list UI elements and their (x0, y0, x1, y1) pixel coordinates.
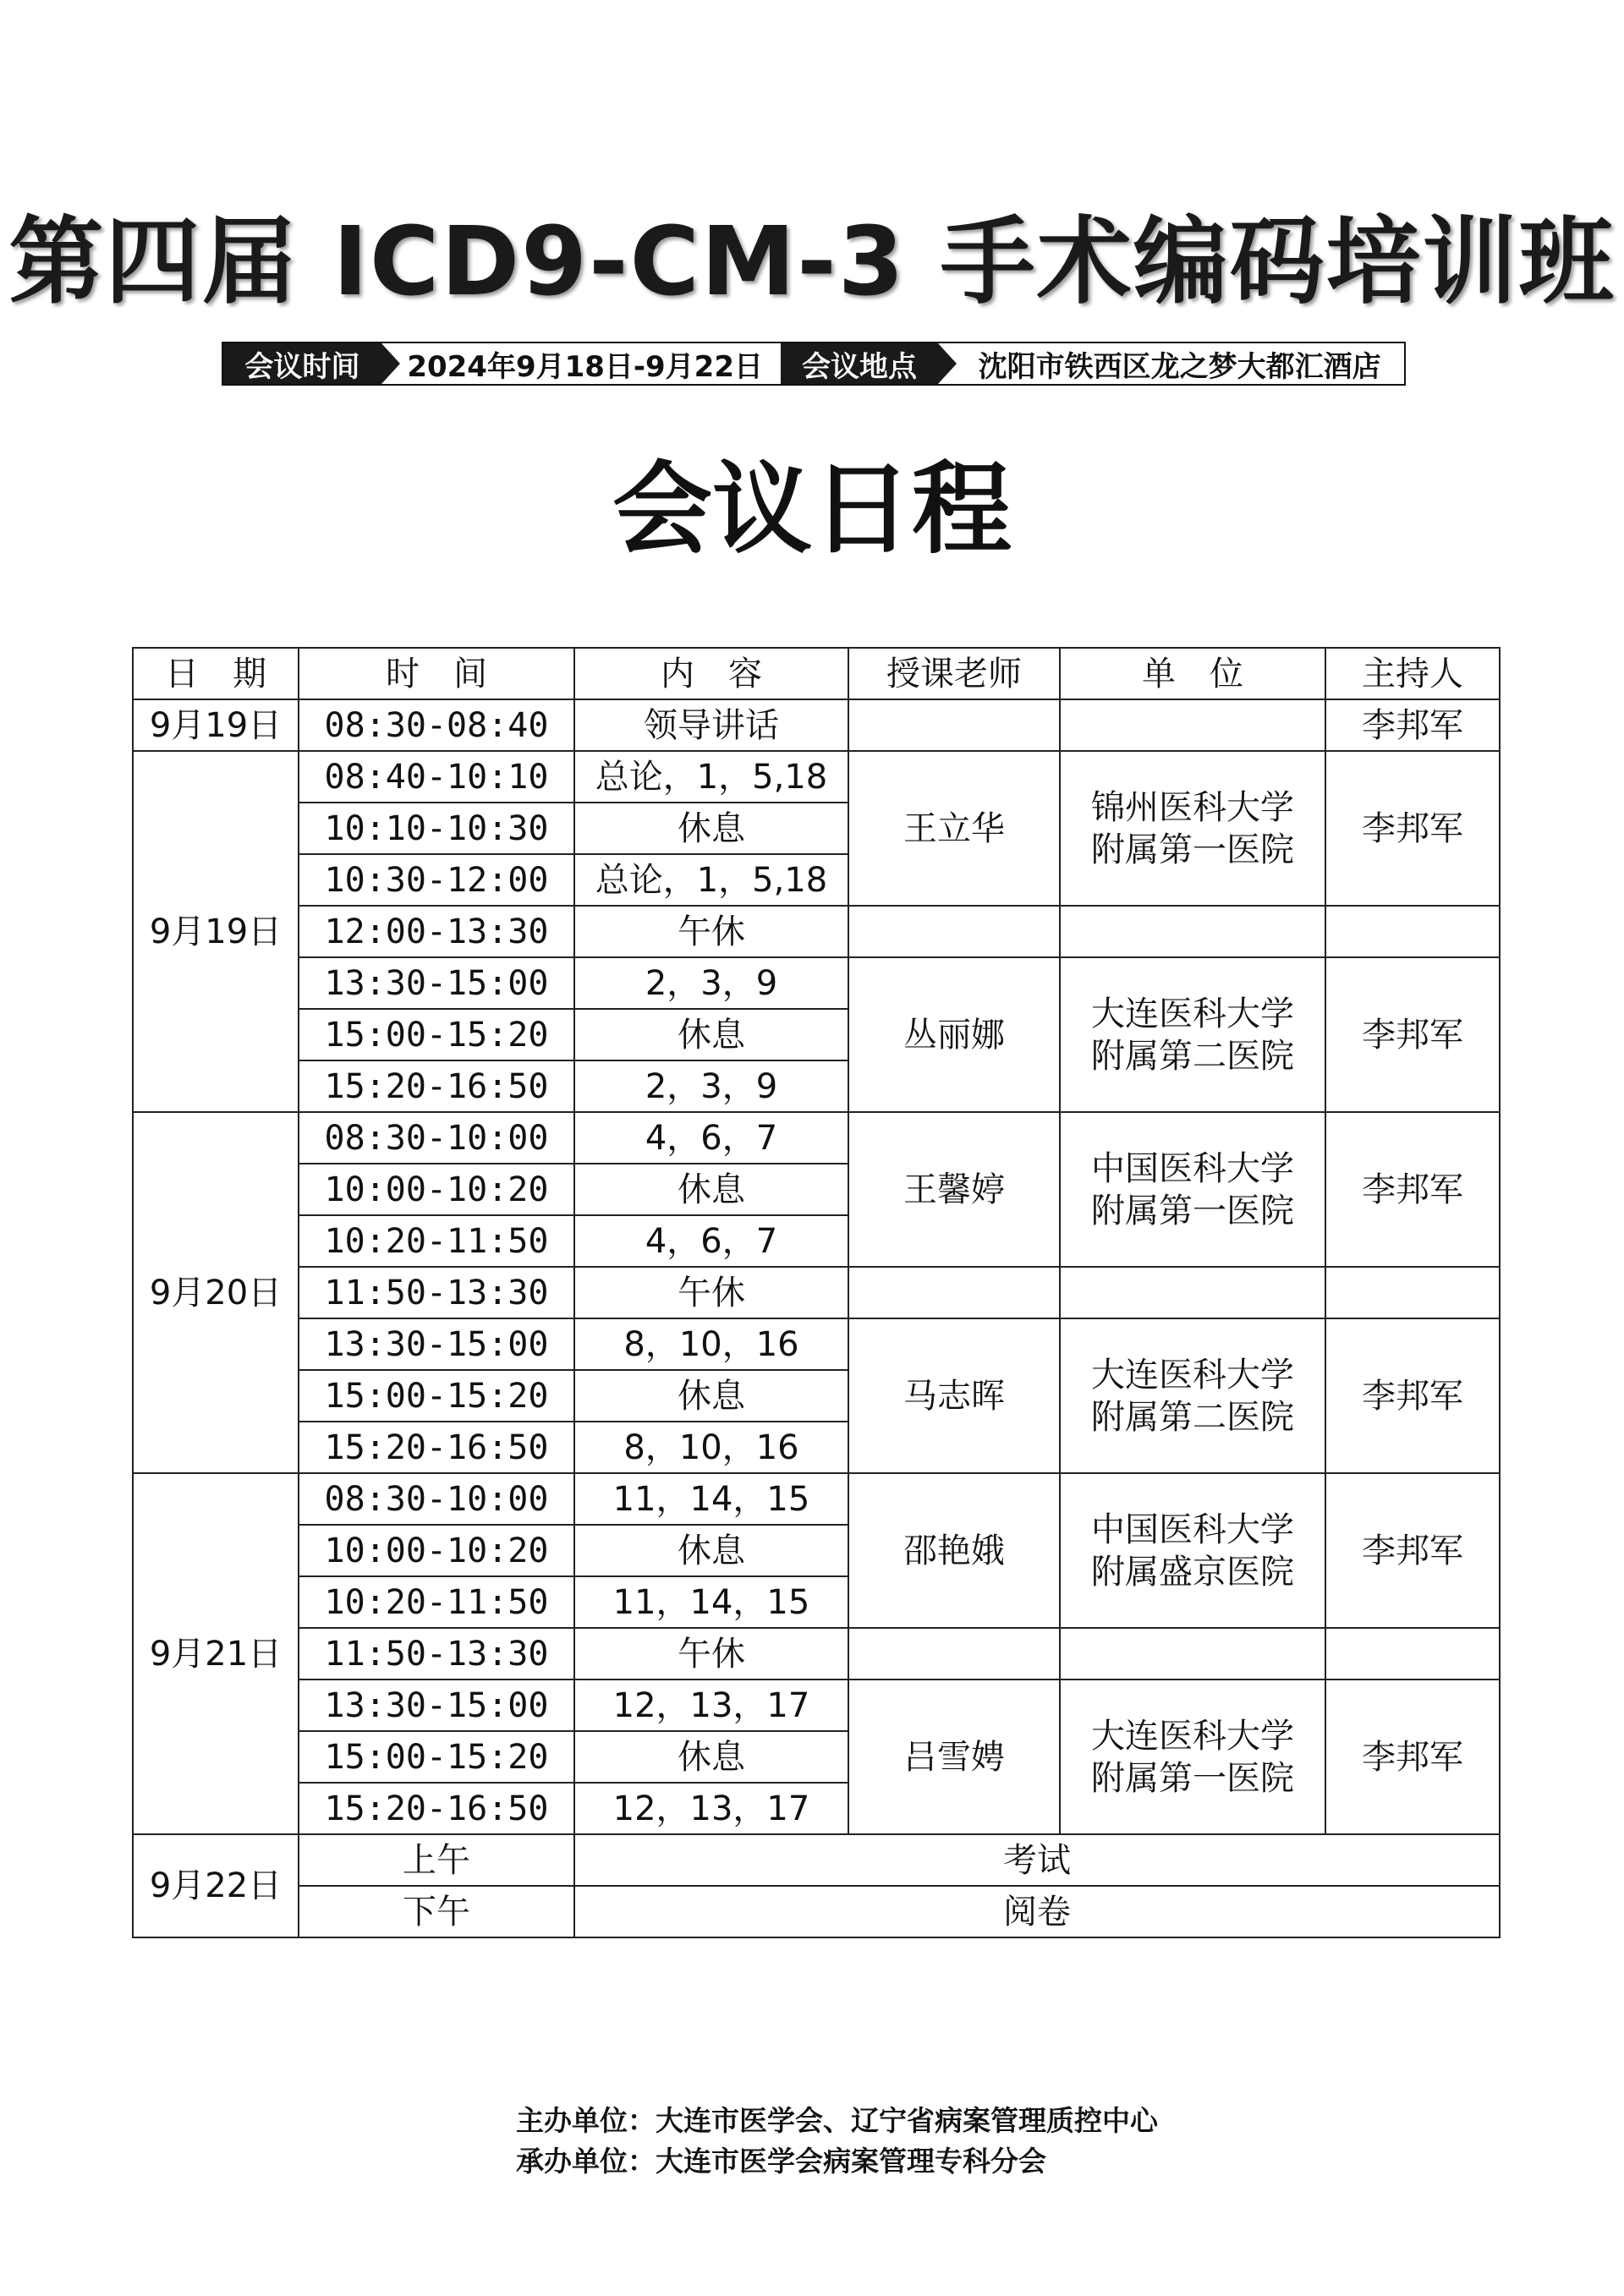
teacher-cell: 王馨婷 (848, 1112, 1060, 1267)
date-cell: 9月22日 (133, 1834, 299, 1937)
time-cell: 13:30-15:00 (299, 1318, 574, 1370)
meeting-time-label: 会议时间 (223, 343, 381, 384)
meeting-place-label: 会议地点 (781, 343, 939, 384)
table-header-row (133, 648, 1500, 699)
meeting-time-value: 2024年9月18日-9月22日 (407, 349, 763, 384)
table-row (133, 751, 1500, 803)
date-cell: 9月21日 (133, 1473, 299, 1834)
time-cell: 10:10-10:30 (299, 803, 574, 854)
header-host: 主持人 (1325, 648, 1500, 699)
host-cell: 李邦军 (1325, 1680, 1500, 1834)
content-cell: 休息 (574, 1731, 848, 1783)
host-cell: 李邦军 (1325, 957, 1500, 1112)
content-cell: 休息 (574, 1370, 848, 1422)
teacher-cell (848, 906, 1060, 957)
time-cell: 15:20-16:50 (299, 1060, 574, 1112)
schedule-subtitle: 会议日程 (612, 451, 1012, 567)
content-cell: 休息 (574, 1164, 848, 1215)
teacher-cell: 丛丽娜 (848, 957, 1060, 1112)
table-row (133, 1267, 1500, 1318)
table-row (133, 1886, 1500, 1937)
host-cell (1325, 1628, 1500, 1680)
time-cell: 10:30-12:00 (299, 854, 574, 906)
time-cell: 上午 (299, 1834, 574, 1886)
table-row (133, 906, 1500, 957)
organizer-text: 主办单位：大连市医学会、辽宁省病案管理质控中心 (516, 2104, 1158, 2137)
content-cell: 8，10，16 (574, 1318, 848, 1370)
time-cell: 08:30-10:00 (299, 1473, 574, 1525)
table-row (133, 1834, 1500, 1886)
date-cell: 9月20日 (133, 1112, 299, 1473)
schedule-table (132, 647, 1501, 1938)
unit-cell: 中国医科大学 附属第一医院 (1060, 1112, 1325, 1267)
time-cell: 11:50-13:30 (299, 1628, 574, 1680)
host-cell: 李邦军 (1325, 1318, 1500, 1473)
host-cell: 李邦军 (1325, 1112, 1500, 1267)
host-cell (1325, 1267, 1500, 1318)
content-cell: 2，3，9 (574, 1060, 848, 1112)
unit-cell: 大连医科大学 附属第二医院 (1060, 957, 1325, 1112)
time-cell: 15:00-15:20 (299, 1731, 574, 1783)
time-cell: 10:00-10:20 (299, 1164, 574, 1215)
time-cell: 15:20-16:50 (299, 1783, 574, 1834)
content-cell: 午休 (574, 906, 848, 957)
table-row (133, 957, 1500, 1009)
content-cell: 午休 (574, 1267, 848, 1318)
time-cell: 10:20-11:50 (299, 1576, 574, 1628)
table-row (133, 699, 1500, 751)
teacher-cell: 王立华 (848, 751, 1060, 906)
time-cell: 08:30-08:40 (299, 699, 574, 751)
date-cell: 9月19日 (133, 699, 299, 751)
content-cell: 休息 (574, 1009, 848, 1060)
host-cell: 李邦军 (1325, 699, 1500, 751)
time-cell: 10:00-10:20 (299, 1525, 574, 1576)
table-row (133, 1112, 1500, 1164)
content-cell: 2，3，9 (574, 957, 848, 1009)
time-cell: 下午 (299, 1886, 574, 1937)
content-cell: 12，13，17 (574, 1680, 848, 1731)
teacher-cell (848, 1628, 1060, 1680)
unit-cell (1060, 906, 1325, 957)
time-cell: 15:00-15:20 (299, 1370, 574, 1422)
time-cell: 08:40-10:10 (299, 751, 574, 803)
content-cell: 11，14，15 (574, 1473, 848, 1525)
header-teacher: 授课老师 (848, 648, 1060, 699)
content-cell: 阅卷 (574, 1886, 1500, 1937)
unit-cell (1060, 699, 1325, 751)
header-time: 时 间 (299, 648, 574, 699)
unit-cell (1060, 1267, 1325, 1318)
time-cell: 15:00-15:20 (299, 1009, 574, 1060)
table-row (133, 1318, 1500, 1370)
content-cell: 休息 (574, 1525, 848, 1576)
time-cell: 15:20-16:50 (299, 1422, 574, 1473)
table-row (133, 1680, 1500, 1731)
unit-cell: 大连医科大学 附属第二医院 (1060, 1318, 1325, 1473)
content-cell: 午休 (574, 1628, 848, 1680)
content-cell: 考试 (574, 1834, 1500, 1886)
unit-cell: 大连医科大学 附属第一医院 (1060, 1680, 1325, 1834)
content-cell: 12，13，17 (574, 1783, 848, 1834)
host-cell: 李邦军 (1325, 751, 1500, 906)
header-date: 日 期 (133, 648, 299, 699)
host-cell (1325, 906, 1500, 957)
content-cell: 领导讲话 (574, 699, 848, 751)
host-cell: 李邦军 (1325, 1473, 1500, 1628)
teacher-cell: 马志晖 (848, 1318, 1060, 1473)
date-cell: 9月19日 (133, 751, 299, 1112)
table-row (133, 1473, 1500, 1525)
time-cell: 13:30-15:00 (299, 957, 574, 1009)
unit-cell: 锦州医科大学 附属第一医院 (1060, 751, 1325, 906)
teacher-cell: 吕雪娉 (848, 1680, 1060, 1834)
header-unit: 单 位 (1060, 648, 1325, 699)
content-cell: 4，6，7 (574, 1112, 848, 1164)
time-cell: 13:30-15:00 (299, 1680, 574, 1731)
table-row (133, 1628, 1500, 1680)
content-cell: 4，6，7 (574, 1215, 848, 1267)
meeting-info-bar (222, 342, 1406, 386)
header-content: 内 容 (574, 648, 848, 699)
content-cell: 8，10，16 (574, 1422, 848, 1473)
content-cell: 总论，1，5,18 (574, 751, 848, 803)
unit-cell: 中国医科大学 附属盛京医院 (1060, 1473, 1325, 1628)
teacher-cell (848, 699, 1060, 751)
meeting-place-value: 沈阳市铁西区龙之梦大都汇酒店 (978, 349, 1381, 384)
page-title: 第四届 ICD9-CM-3 手术编码培训班 (8, 207, 1616, 317)
teacher-cell (848, 1267, 1060, 1318)
content-cell: 11，14，15 (574, 1576, 848, 1628)
time-cell: 08:30-10:00 (299, 1112, 574, 1164)
unit-cell (1060, 1628, 1325, 1680)
time-cell: 11:50-13:30 (299, 1267, 574, 1318)
time-cell: 10:20-11:50 (299, 1215, 574, 1267)
content-cell: 总论，1，5,18 (574, 854, 848, 906)
content-cell: 休息 (574, 803, 848, 854)
co-organizer-text: 承办单位：大连市医学会病案管理专科分会 (516, 2145, 1046, 2178)
teacher-cell: 邵艳娥 (848, 1473, 1060, 1628)
time-cell: 12:00-13:30 (299, 906, 574, 957)
